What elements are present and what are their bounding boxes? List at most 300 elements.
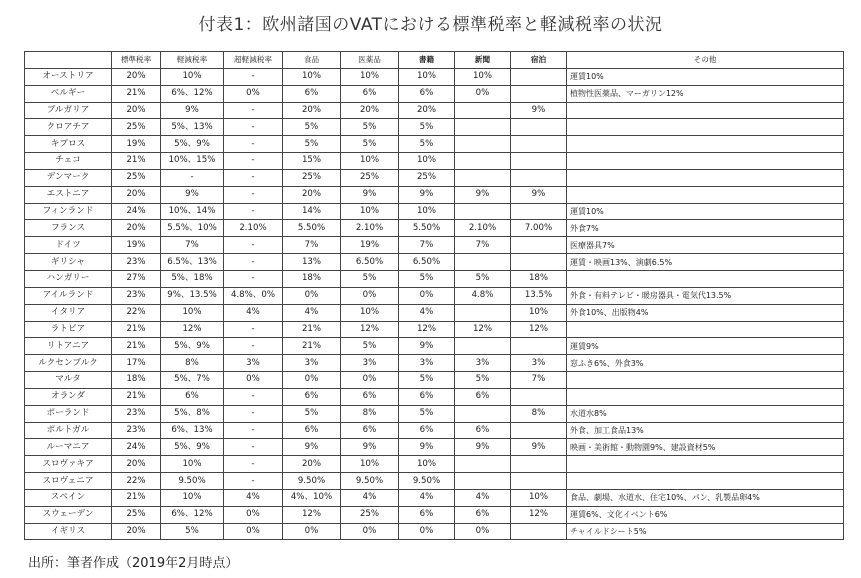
table-row (25, 169, 844, 186)
table-row (25, 321, 844, 338)
country-cell: ドイツ (25, 237, 112, 254)
reduced-rate-cell: 10% (161, 456, 224, 473)
books-rate-cell: 6% (399, 422, 455, 439)
super-reduced-rate-cell: 0% (224, 85, 283, 102)
lodging-rate-cell: 9% (511, 439, 567, 456)
medicine-rate-cell: 3% (341, 355, 399, 372)
newspapers-rate-cell: 5% (455, 372, 511, 389)
other-cell (567, 186, 844, 203)
food-rate-cell: 25% (283, 169, 341, 186)
standard-rate-cell: 20% (112, 456, 161, 473)
medicine-rate-cell: 0% (341, 523, 399, 540)
country-cell: ルーマニア (25, 439, 112, 456)
books-rate-cell: 5% (399, 270, 455, 287)
other-cell (567, 456, 844, 473)
lodging-rate-cell (511, 119, 567, 136)
books-rate-cell: 9% (399, 186, 455, 203)
reduced-rate-cell: 6% (161, 388, 224, 405)
super-reduced-rate-header: 超軽減税率 (224, 52, 283, 69)
super-reduced-rate-cell: - (224, 254, 283, 271)
table-row (25, 523, 844, 540)
super-reduced-rate-cell: - (224, 405, 283, 422)
medicine-rate-cell: 9% (341, 186, 399, 203)
lodging-rate-cell: 7% (511, 372, 567, 389)
books-rate-cell: 20% (399, 102, 455, 119)
table-row (25, 237, 844, 254)
lodging-rate-cell (511, 68, 567, 85)
table-row (25, 186, 844, 203)
food-rate-cell: 5% (283, 119, 341, 136)
table-row (25, 489, 844, 506)
country-cell: スウェーデン (25, 506, 112, 523)
source-note: 出所：筆者作成（2019年2月時点） (28, 556, 239, 571)
reduced-rate-cell: 9.50% (161, 473, 224, 490)
newspapers-rate-cell (455, 304, 511, 321)
table-row (25, 388, 844, 405)
newspapers-rate-cell (455, 254, 511, 271)
reduced-rate-cell: 6%、12% (161, 85, 224, 102)
country-cell: キプロス (25, 136, 112, 153)
medicine-rate-cell: 25% (341, 169, 399, 186)
books-rate-cell: 25% (399, 169, 455, 186)
newspapers-rate-cell: 0% (455, 523, 511, 540)
food-rate-cell: 9% (283, 439, 341, 456)
food-rate-cell: 10% (283, 68, 341, 85)
food-rate-cell: 15% (283, 153, 341, 170)
food-rate-cell: 5% (283, 136, 341, 153)
country-cell: アイルランド (25, 287, 112, 304)
reduced-rate-cell: 5% (161, 523, 224, 540)
lodging-rate-cell: 7.00% (511, 220, 567, 237)
reduced-rate-cell: 6%、12% (161, 506, 224, 523)
table-row (25, 355, 844, 372)
newspapers-rate-cell: 9% (455, 439, 511, 456)
standard-rate-cell: 23% (112, 405, 161, 422)
country-cell: フランス (25, 220, 112, 237)
table-row (25, 405, 844, 422)
super-reduced-rate-cell: - (224, 102, 283, 119)
reduced-rate-cell: 5%、9% (161, 338, 224, 355)
other-cell: 外食7% (567, 220, 844, 237)
books-rate-cell: 10% (399, 203, 455, 220)
standard-rate-cell: 18% (112, 372, 161, 389)
super-reduced-rate-cell: 4% (224, 304, 283, 321)
table-row (25, 68, 844, 85)
reduced-rate-cell: 9% (161, 186, 224, 203)
newspapers-rate-cell: 0% (455, 85, 511, 102)
standard-rate-cell: 22% (112, 473, 161, 490)
newspapers-rate-cell: 12% (455, 321, 511, 338)
medicine-rate-cell: 2.10% (341, 220, 399, 237)
other-cell (567, 102, 844, 119)
other-cell: 運賃6%、文化イベント6% (567, 506, 844, 523)
country-cell: ポルトガル (25, 422, 112, 439)
newspapers-rate-cell: 4% (455, 489, 511, 506)
page-title: 付表1：欧州諸国のVATにおける標準税率と軽減税率の状況 (198, 15, 663, 35)
food-rate-cell: 6% (283, 422, 341, 439)
other-cell: 外食10%、出版物4% (567, 304, 844, 321)
other-cell (567, 169, 844, 186)
medicine-rate-cell: 10% (341, 456, 399, 473)
standard-rate-cell: 19% (112, 237, 161, 254)
lodging-rate-cell (511, 136, 567, 153)
header-row (25, 52, 844, 69)
other-cell: 運賃9% (567, 338, 844, 355)
super-reduced-rate-cell: 4.8%、0% (224, 287, 283, 304)
medicine-rate-cell: 20% (341, 102, 399, 119)
books-header: 書籍 (399, 52, 455, 69)
medicine-rate-cell: 25% (341, 506, 399, 523)
medicine-rate-cell: 5% (341, 270, 399, 287)
food-rate-cell: 13% (283, 254, 341, 271)
lodging-rate-cell (511, 523, 567, 540)
vat-rate-table (24, 51, 844, 540)
food-rate-cell: 5.50% (283, 220, 341, 237)
standard-rate-cell: 23% (112, 422, 161, 439)
other-cell (567, 270, 844, 287)
country-cell: ギリシャ (25, 254, 112, 271)
medicine-rate-cell: 6% (341, 85, 399, 102)
super-reduced-rate-cell: 0% (224, 506, 283, 523)
lodging-header: 宿泊 (511, 52, 567, 69)
super-reduced-rate-cell: 0% (224, 523, 283, 540)
country-cell: ラトビア (25, 321, 112, 338)
table-row (25, 372, 844, 389)
standard-rate-cell: 21% (112, 338, 161, 355)
table-row (25, 102, 844, 119)
super-reduced-rate-cell: 0% (224, 372, 283, 389)
reduced-rate-cell: 12% (161, 321, 224, 338)
other-cell: 食品、劇場、水道水、住宅10%、パン、乳製品卵4% (567, 489, 844, 506)
super-reduced-rate-cell: 4% (224, 489, 283, 506)
food-rate-cell: 5% (283, 405, 341, 422)
standard-rate-cell: 21% (112, 321, 161, 338)
food-rate-cell: 4% (283, 304, 341, 321)
super-reduced-rate-cell: - (224, 270, 283, 287)
reduced-rate-cell: 6.5%、13% (161, 254, 224, 271)
other-cell (567, 388, 844, 405)
standard-rate-cell: 21% (112, 388, 161, 405)
other-cell (567, 136, 844, 153)
reduced-rate-cell: 10% (161, 68, 224, 85)
standard-rate-cell: 17% (112, 355, 161, 372)
standard-rate-header: 標準税率 (112, 52, 161, 69)
medicine-rate-cell: 0% (341, 372, 399, 389)
lodging-rate-cell (511, 388, 567, 405)
food-rate-cell: 20% (283, 186, 341, 203)
country-cell: スロヴァキア (25, 456, 112, 473)
country-cell: リトアニア (25, 338, 112, 355)
other-cell: チャイルドシート5% (567, 523, 844, 540)
lodging-rate-cell: 13.5% (511, 287, 567, 304)
country-cell: スペイン (25, 489, 112, 506)
standard-rate-cell: 23% (112, 254, 161, 271)
other-cell: 運賃10% (567, 68, 844, 85)
lodging-rate-cell: 12% (511, 506, 567, 523)
newspapers-rate-cell: 3% (455, 355, 511, 372)
table-row (25, 153, 844, 170)
super-reduced-rate-cell: - (224, 186, 283, 203)
country-cell: エストニア (25, 186, 112, 203)
super-reduced-rate-cell: 3% (224, 355, 283, 372)
medicine-rate-cell: 10% (341, 68, 399, 85)
country-cell: イタリア (25, 304, 112, 321)
standard-rate-cell: 20% (112, 68, 161, 85)
country-cell: ブルガリア (25, 102, 112, 119)
reduced-rate-cell: 5%、13% (161, 119, 224, 136)
super-reduced-rate-cell: - (224, 388, 283, 405)
books-rate-cell: 6% (399, 506, 455, 523)
other-cell (567, 473, 844, 490)
newspapers-rate-cell (455, 153, 511, 170)
reduced-rate-cell: 5%、7% (161, 372, 224, 389)
books-rate-cell: 6% (399, 388, 455, 405)
medicine-header: 医薬品 (341, 52, 399, 69)
reduced-rate-cell: 5%、9% (161, 439, 224, 456)
super-reduced-rate-cell: - (224, 422, 283, 439)
medicine-rate-cell: 4% (341, 489, 399, 506)
lodging-rate-cell: 12% (511, 321, 567, 338)
newspapers-rate-cell: 7% (455, 237, 511, 254)
blank-header (25, 52, 112, 69)
reduced-rate-cell: 10% (161, 304, 224, 321)
food-rate-cell: 12% (283, 506, 341, 523)
lodging-rate-cell (511, 153, 567, 170)
table-row (25, 220, 844, 237)
standard-rate-cell: 22% (112, 304, 161, 321)
super-reduced-rate-cell: - (224, 136, 283, 153)
food-rate-cell: 0% (283, 287, 341, 304)
books-rate-cell: 6.50% (399, 254, 455, 271)
reduced-rate-cell: - (161, 169, 224, 186)
reduced-rate-cell: 10%、14% (161, 203, 224, 220)
newspapers-rate-cell: 10% (455, 68, 511, 85)
newspapers-rate-cell (455, 338, 511, 355)
newspapers-rate-cell: 9% (455, 186, 511, 203)
country-cell: クロアチア (25, 119, 112, 136)
medicine-rate-cell: 10% (341, 203, 399, 220)
books-rate-cell: 5% (399, 136, 455, 153)
newspapers-rate-cell (455, 119, 511, 136)
lodging-rate-cell (511, 473, 567, 490)
other-cell (567, 119, 844, 136)
other-cell (567, 372, 844, 389)
other-cell: 植物性医薬品、マーガリン12% (567, 85, 844, 102)
food-rate-cell: 9.50% (283, 473, 341, 490)
medicine-rate-cell: 0% (341, 287, 399, 304)
newspapers-rate-cell (455, 203, 511, 220)
medicine-rate-cell: 5% (341, 136, 399, 153)
food-rate-cell: 21% (283, 321, 341, 338)
reduced-rate-cell: 9%、13.5% (161, 287, 224, 304)
country-cell: フィンランド (25, 203, 112, 220)
medicine-rate-cell: 6% (341, 422, 399, 439)
standard-rate-cell: 21% (112, 489, 161, 506)
books-rate-cell: 5.50% (399, 220, 455, 237)
newspapers-rate-cell (455, 473, 511, 490)
standard-rate-cell: 20% (112, 523, 161, 540)
lodging-rate-cell: 8% (511, 405, 567, 422)
food-rate-cell: 21% (283, 338, 341, 355)
books-rate-cell: 10% (399, 456, 455, 473)
lodging-rate-cell: 9% (511, 102, 567, 119)
newspapers-rate-cell (455, 456, 511, 473)
other-cell: 運賃・映画13%、演劇6.5% (567, 254, 844, 271)
reduced-rate-cell: 5%、9% (161, 136, 224, 153)
table-row (25, 456, 844, 473)
super-reduced-rate-cell: - (224, 119, 283, 136)
lodging-rate-cell (511, 338, 567, 355)
standard-rate-cell: 20% (112, 186, 161, 203)
super-reduced-rate-cell: - (224, 153, 283, 170)
table-row (25, 85, 844, 102)
food-rate-cell: 0% (283, 523, 341, 540)
country-cell: オーストリア (25, 68, 112, 85)
other-header: その他 (567, 52, 844, 69)
standard-rate-cell: 27% (112, 270, 161, 287)
newspapers-rate-cell (455, 169, 511, 186)
super-reduced-rate-cell: - (224, 321, 283, 338)
books-rate-cell: 9.50% (399, 473, 455, 490)
medicine-rate-cell: 10% (341, 304, 399, 321)
table-row (25, 338, 844, 355)
table-row (25, 304, 844, 321)
lodging-rate-cell: 10% (511, 489, 567, 506)
newspapers-rate-cell (455, 136, 511, 153)
food-rate-cell: 20% (283, 102, 341, 119)
standard-rate-cell: 23% (112, 287, 161, 304)
standard-rate-cell: 24% (112, 203, 161, 220)
books-rate-cell: 5% (399, 372, 455, 389)
newspapers-rate-cell (455, 102, 511, 119)
lodging-rate-cell (511, 237, 567, 254)
reduced-rate-header: 軽減税率 (161, 52, 224, 69)
country-cell: ポーランド (25, 405, 112, 422)
newspapers-rate-cell (455, 405, 511, 422)
table-row (25, 270, 844, 287)
reduced-rate-cell: 7% (161, 237, 224, 254)
standard-rate-cell: 24% (112, 439, 161, 456)
reduced-rate-cell: 10% (161, 489, 224, 506)
standard-rate-cell: 21% (112, 153, 161, 170)
food-rate-cell: 6% (283, 85, 341, 102)
standard-rate-cell: 20% (112, 102, 161, 119)
reduced-rate-cell: 6%、13% (161, 422, 224, 439)
books-rate-cell: 6% (399, 85, 455, 102)
super-reduced-rate-cell: - (224, 203, 283, 220)
lodging-rate-cell (511, 169, 567, 186)
medicine-rate-cell: 5% (341, 338, 399, 355)
books-rate-cell: 4% (399, 304, 455, 321)
lodging-rate-cell (511, 203, 567, 220)
medicine-rate-cell: 10% (341, 153, 399, 170)
country-cell: イギリス (25, 523, 112, 540)
standard-rate-cell: 25% (112, 169, 161, 186)
books-rate-cell: 5% (399, 405, 455, 422)
reduced-rate-cell: 8% (161, 355, 224, 372)
super-reduced-rate-cell: - (224, 68, 283, 85)
country-cell: ハンガリー (25, 270, 112, 287)
country-cell: デンマーク (25, 169, 112, 186)
other-cell (567, 153, 844, 170)
other-cell: 運賃10% (567, 203, 844, 220)
medicine-rate-cell: 9% (341, 439, 399, 456)
standard-rate-cell: 25% (112, 119, 161, 136)
newspapers-rate-cell: 5% (455, 270, 511, 287)
newspapers-rate-cell: 6% (455, 506, 511, 523)
country-cell: チェコ (25, 153, 112, 170)
food-header: 食品 (283, 52, 341, 69)
other-cell: 外食、加工食品13% (567, 422, 844, 439)
lodging-rate-cell (511, 85, 567, 102)
super-reduced-rate-cell: - (224, 338, 283, 355)
books-rate-cell: 0% (399, 523, 455, 540)
super-reduced-rate-cell: 2.10% (224, 220, 283, 237)
lodging-rate-cell: 18% (511, 270, 567, 287)
standard-rate-cell: 19% (112, 136, 161, 153)
super-reduced-rate-cell: - (224, 456, 283, 473)
lodging-rate-cell: 10% (511, 304, 567, 321)
country-cell: ルクセンブルク (25, 355, 112, 372)
lodging-rate-cell: 9% (511, 186, 567, 203)
food-rate-cell: 3% (283, 355, 341, 372)
medicine-rate-cell: 12% (341, 321, 399, 338)
food-rate-cell: 7% (283, 237, 341, 254)
food-rate-cell: 0% (283, 372, 341, 389)
food-rate-cell: 6% (283, 388, 341, 405)
other-cell: 映画・美術館・動物園9%、建設資材5% (567, 439, 844, 456)
food-rate-cell: 20% (283, 456, 341, 473)
books-rate-cell: 4% (399, 489, 455, 506)
food-rate-cell: 4%、10% (283, 489, 341, 506)
medicine-rate-cell: 19% (341, 237, 399, 254)
newspapers-header: 新聞 (455, 52, 511, 69)
medicine-rate-cell: 9.50% (341, 473, 399, 490)
country-cell: マルタ (25, 372, 112, 389)
newspapers-rate-cell: 4.8% (455, 287, 511, 304)
super-reduced-rate-cell: - (224, 237, 283, 254)
table-row (25, 254, 844, 271)
books-rate-cell: 12% (399, 321, 455, 338)
food-rate-cell: 14% (283, 203, 341, 220)
food-rate-cell: 18% (283, 270, 341, 287)
lodging-rate-cell (511, 254, 567, 271)
table-row (25, 422, 844, 439)
table-row (25, 119, 844, 136)
super-reduced-rate-cell: - (224, 439, 283, 456)
reduced-rate-cell: 5%、8% (161, 405, 224, 422)
reduced-rate-cell: 10%、15% (161, 153, 224, 170)
standard-rate-cell: 20% (112, 220, 161, 237)
table-row (25, 506, 844, 523)
other-cell: 窓ふき6%、外食3% (567, 355, 844, 372)
medicine-rate-cell: 8% (341, 405, 399, 422)
table-row (25, 439, 844, 456)
country-cell: ベルギー (25, 85, 112, 102)
standard-rate-cell: 25% (112, 506, 161, 523)
newspapers-rate-cell: 6% (455, 422, 511, 439)
books-rate-cell: 10% (399, 68, 455, 85)
super-reduced-rate-cell: - (224, 169, 283, 186)
other-cell: 水道水8% (567, 405, 844, 422)
books-rate-cell: 0% (399, 287, 455, 304)
medicine-rate-cell: 5% (341, 119, 399, 136)
medicine-rate-cell: 6.50% (341, 254, 399, 271)
other-cell (567, 321, 844, 338)
standard-rate-cell: 21% (112, 85, 161, 102)
country-cell: オランダ (25, 388, 112, 405)
other-cell: 外食・有料テレビ・暖房器具・電気代13.5% (567, 287, 844, 304)
